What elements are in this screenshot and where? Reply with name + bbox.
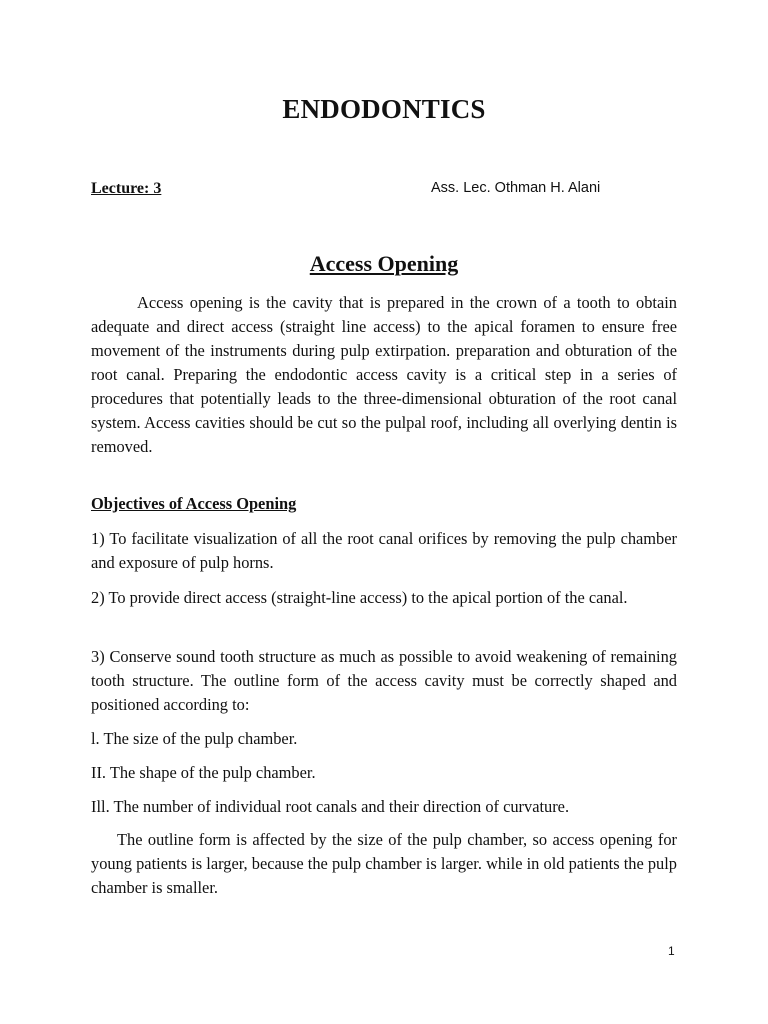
objectives-heading: Objectives of Access Opening [91, 494, 297, 513]
lecturer-name: Ass. Lec. Othman H. Alani [431, 180, 601, 196]
lecture-number: Lecture: 3 [91, 180, 162, 197]
page-number: 1 [668, 944, 675, 958]
objective-item: 2) To provide direct access (straight-line access) to the apical portion of the canal. [91, 588, 628, 607]
outline-factor-item: l. The size of the pulp chamber. [91, 729, 298, 748]
section-title: Access Opening [309, 251, 459, 276]
objective-item: 1) To facilitate visualization of all the root canal orifices by removing the pulp chamber and exposure of pulp horns. [91, 529, 677, 572]
closing-paragraph: The outline form is affected by the size of the pulp chamber, so access opening for young patients is larger, because the pulp chamber is larger. while in old patients the pulp chamber is smaller. [91, 830, 677, 897]
objective-item: 3) Conserve sound tooth structure as much as possible to avoid weakening of remaining tooth structure. The outline form of the access cavity must be correctly shaped and positioned according to: [91, 647, 677, 714]
outline-factor-item: Ill. The number of individual root canals and their direction of curvature. [91, 797, 570, 816]
intro-paragraph: Access opening is the cavity that is prepared in the crown of a tooth to obtain adequate and direct access (straight line access) to the apical foramen to ensure free movement of the instruments during pulp extirpation. preparation and obturation of the root canal. Preparing the endodontic access cavity is a critical step in a series of procedures that potentially leads to the three-dimensional obturation of the root canal system. Access cavities should be cut so the pulpal roof, including all overlying dentin is removed. [91, 293, 677, 456]
document-title: ENDODONTICS [282, 94, 486, 124]
outline-factor-item: II. The shape of the pulp chamber. [91, 763, 316, 782]
